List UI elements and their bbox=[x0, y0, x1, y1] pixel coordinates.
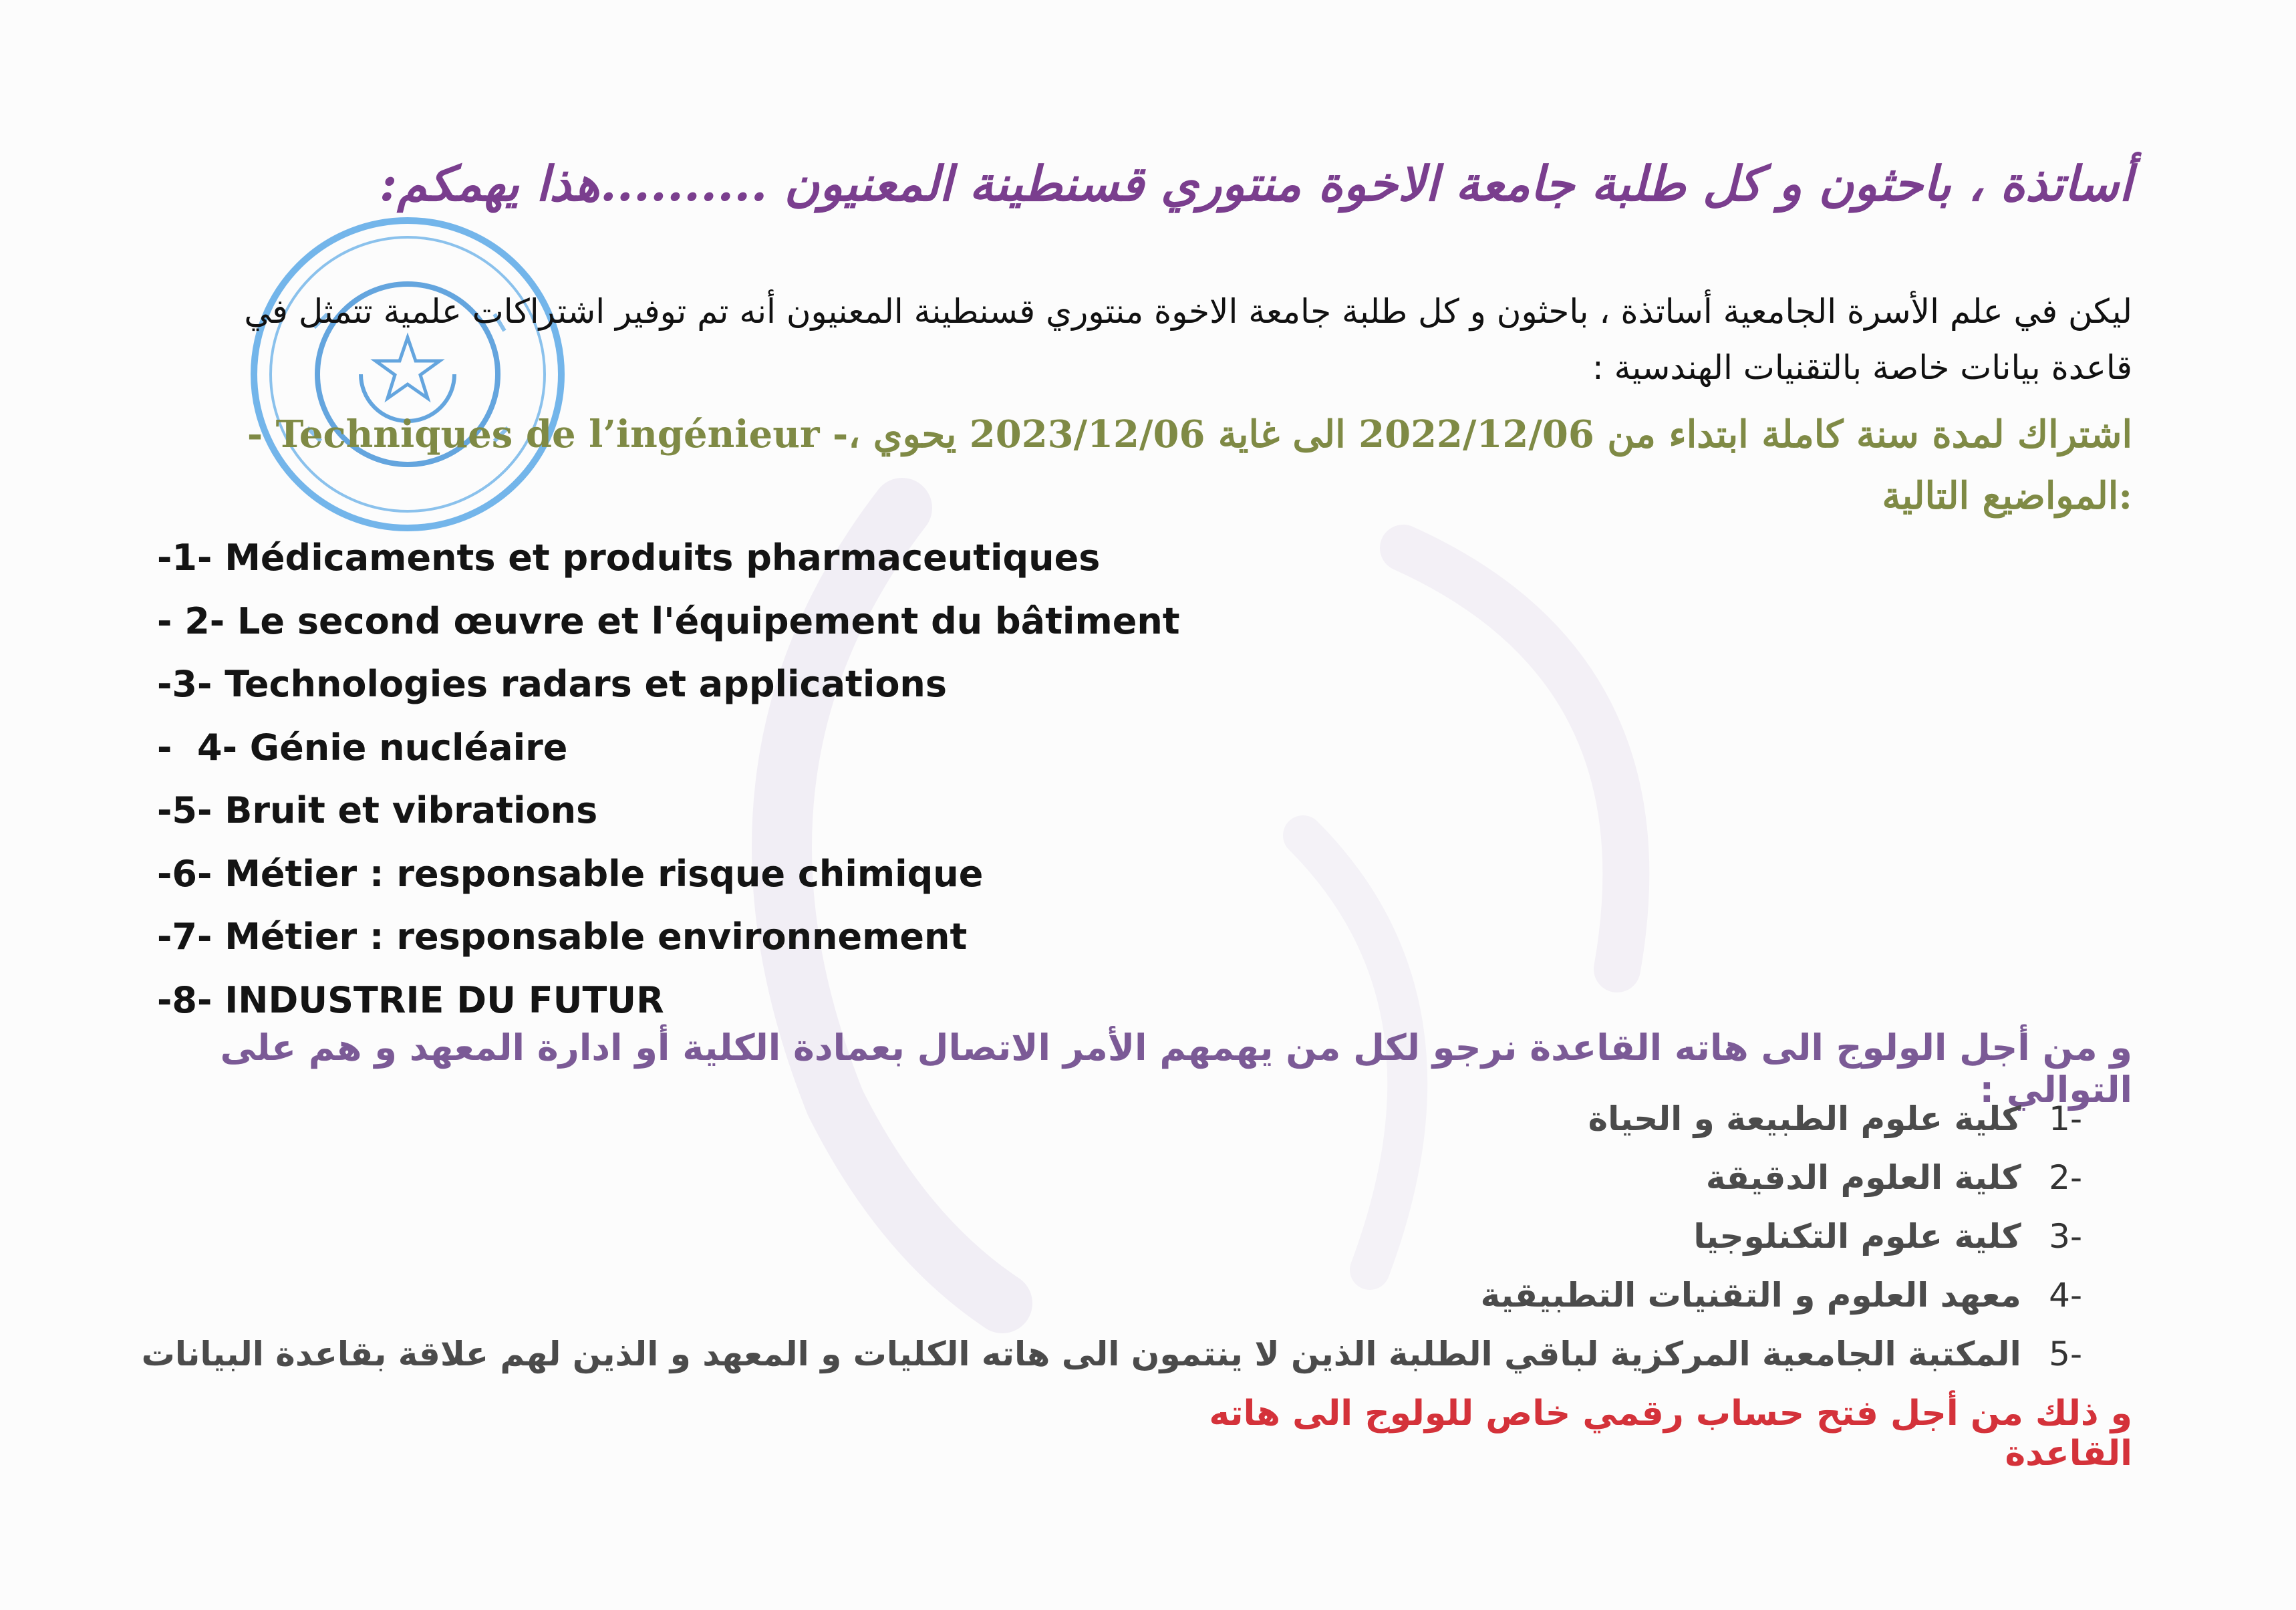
page-title: أساتذة ، باحثون و كل طلبة جامعة الاخوة منتوري قسنطينة المعنيون ..........هذا يهمكم: bbox=[379, 155, 2132, 212]
list-item bbox=[142, 1325, 2082, 1383]
item-number: -5 bbox=[2049, 1335, 2082, 1373]
access-note: و من أجل الولوج الى هاته القاعدة نرجو لكل من يهمهم الأمر الاتصال بعمادة الكلية أو ادارة المعهد و هم على التوالي : bbox=[220, 1027, 2132, 1111]
list-item: - 4- Génie nucléaire bbox=[157, 726, 568, 769]
institution-name: كلية العلوم الدقيقة bbox=[1705, 1158, 2021, 1197]
list-item: -8- INDUSTRIE DU FUTUR bbox=[157, 978, 664, 1021]
list-item: -7- Métier : responsable environnement bbox=[157, 916, 968, 958]
list-item: -1- Médicaments et produits pharmaceutiques bbox=[157, 537, 1101, 579]
topics-list bbox=[157, 527, 1180, 1032]
closing-note: و ذلك من أجل فتح حساب رقمي خاص للولوج الى هاته القاعدة bbox=[1209, 1393, 2132, 1474]
list-item bbox=[142, 1089, 2082, 1148]
item-number: -1 bbox=[2049, 1099, 2082, 1138]
list-item bbox=[142, 1266, 2082, 1325]
list-item: -6- Métier : responsable risque chimique bbox=[157, 852, 984, 895]
subscription-line: - Techniques de l’ingénieur -، اشتراك لمدة سنة كاملة ابتداء من 2022/12/06 الى غاية 2023/12/06 يحوي المواضيع التالية: bbox=[247, 412, 2132, 518]
list-item: -5- Bruit et vibrations bbox=[157, 789, 598, 831]
institutions-list bbox=[142, 1089, 2082, 1383]
item-number: -3 bbox=[2049, 1217, 2082, 1256]
institution-name: معهد العلوم و التقنيات التطبيقية bbox=[1480, 1276, 2021, 1315]
item-number: -4 bbox=[2049, 1276, 2082, 1315]
institution-name: المكتبة الجامعية المركزية لباقي الطلبة الذين لا ينتمون الى هاته الكليات و المعهد و الذين لهم علاقة بقاعدة البيانات bbox=[141, 1335, 2021, 1373]
item-number: -2 bbox=[2049, 1158, 2082, 1197]
list-item bbox=[142, 1148, 2082, 1207]
list-item bbox=[142, 1207, 2082, 1266]
institution-name: كلية علوم التكنلوجيا bbox=[1693, 1217, 2021, 1256]
intro-paragraph: ليكن في علم الأسرة الجامعية أساتذة ، باحثون و كل طلبة جامعة الاخوة منتوري قسنطينة المعنيون أنه تم توفير اشتراكات علمية تتمثل في قاعدة بيانات خاصة بالتقنيات الهندسية : bbox=[244, 292, 2132, 387]
list-item: - 2- Le second œuvre et l'équipement du bâtiment bbox=[157, 599, 1180, 642]
institution-name: كلية علوم الطبيعة و الحياة bbox=[1588, 1099, 2021, 1138]
list-item: -3- Technologies radars et applications bbox=[157, 663, 948, 705]
